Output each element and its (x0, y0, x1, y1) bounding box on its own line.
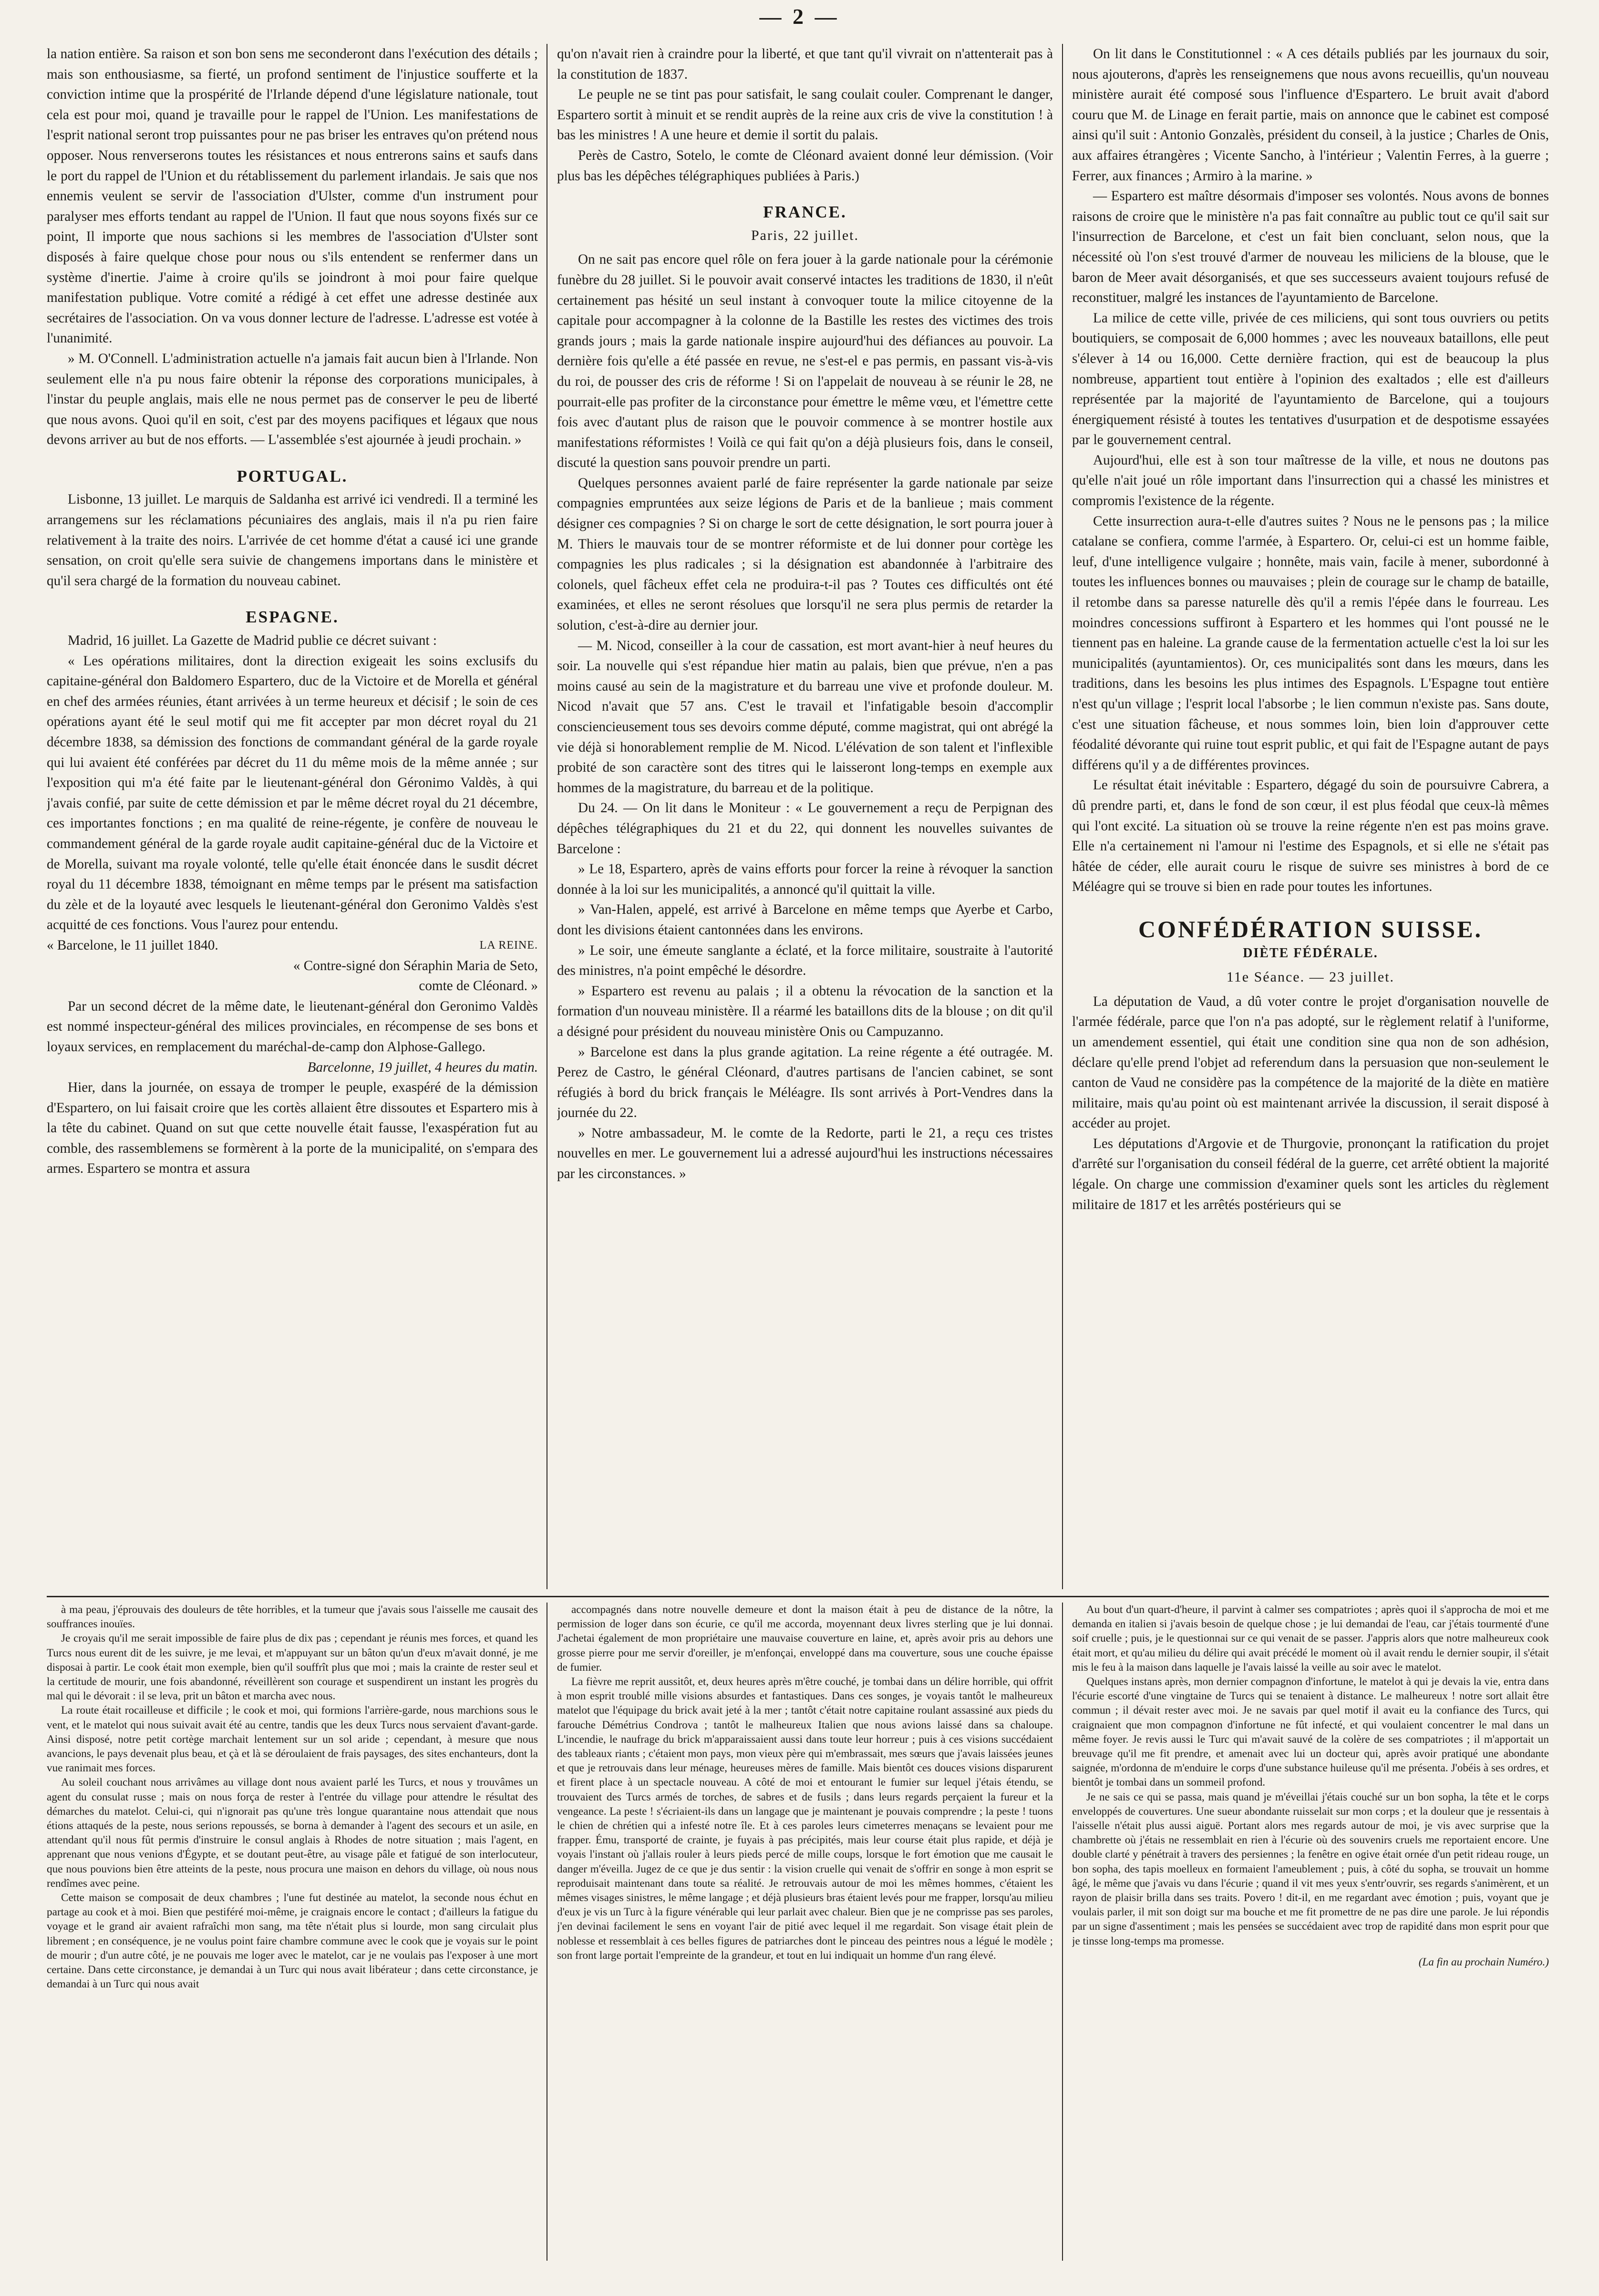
espartero-volontes: — Espartero est maître désormais d'imposer ses volontés. Nous avons de bonnes raisons de croire que le ministère n'a pas fait connaître au public tout ce qu'il sait sur l'insurrection de Barcelone, et c'est un fait bien concluant, selon nous, que la nécessité où l'on s'est trouvé d'armer de nouveau les miliciens de la blouse, que le baron de Meer avait désorganisés, et que ses successeurs avaient toujours refusé de reconstituer, malgré les instances de l'ayuntamiento de Barcelone. (1072, 188, 1549, 306)
column-divider (1062, 44, 1063, 1589)
dispatch-item: » Notre ambassadeur, M. le comte de la Redorte, parti le 21, a reçu ces tristes nouvelles en mer. Le gouvernement lui a adressé aujourd'hui les instructions nécessaires par les circonstances. » (557, 1125, 1053, 1182)
decree-signature (47, 935, 538, 956)
feuilleton-paragraph: à ma peau, j'éprouvais des douleurs de tête horribles, et la tumeur que j'avais sous l'aisselle me causait des souffrances inouïes. (47, 1603, 538, 1631)
section-title-suisse: CONFÉDÉRATION SUISSE. (1138, 915, 1483, 942)
section-title-espagne: ESPAGNE. (246, 608, 339, 627)
france-dateline: Paris, 22 juillet. (751, 227, 859, 243)
countersignature-line-1: « Contre-signé don Séraphin Maria de Seto, (293, 958, 538, 973)
section-title-france: FRANCE. (763, 203, 847, 222)
feuilleton-column-three (1072, 1603, 1549, 2261)
espagne-second-decree: Par un second décret de la même date, le lieutenant-général don Geronimo Valdès est nommé inspecteur-général des milices provinciales, en récompense de ses bons et loyaux services, en remplacement du maréchal-de-camp don Alphose-Gallego. (47, 998, 538, 1055)
vaud-paragraph: La députation de Vaud, a dû voter contre le projet d'organisation nouvelle de l'armée fédérale, parce que l'on n'a pas adopté, sur le règlement relatif à l'uniforme, un amendement essentiel, qui était une condition sine qua non de son adhésion, déclare qu'elle prend l'objet ad referendum dans la persuasion que non-seulement le canton de Vaud ne considère pas la compétence de la majorité de la diète en matière militaire, mais qu'au point où est maintenant arrivée la discussion, il serait disposé à accéder au projet. (1072, 993, 1549, 1131)
resignation-paragraph: Perès de Castro, Sotelo, le comte de Cléonard avaient donné leur démission. (Voir plus bas les dépêches télégraphiques publiées à Paris.) (557, 147, 1053, 184)
feuilleton-paragraph: Je croyais qu'il me serait impossible de faire plus de dix pas ; cependant je réunis mes forces, et quand les Turcs nous eurent dit de les suivre, je me levai, et m'appuyant sur un bâton qu'un d'eux m'avait donné, je me disposai à partir. Le cook était mon exemple, bien qu'il souffrît plus que moi ; mais la crainte de rester seul et la certitude de mourir, une fois abandonné, réveillèrent son courage et suspendirent un instant les progrès du mal qui le dévorait : il se leva, prit un bâton et marcha avec nous. (47, 1632, 538, 1703)
column-one (47, 44, 538, 1589)
constitutionnel-paragraph: On lit dans le Constitutionnel : « A ces détails publiés par les journaux du soir, nous ajouterons, d'après les renseignemens que nous avons recueillis, qu'un nouveau ministère aurait été composé sous l'influence d'Espartero. Le bruit avait d'abord couru que M. de Linage en ferait partie, mais on annonce que le cabinet est composé ainsi qu'il suit : Antonio Gonzalès, président du conseil, à la justice ; Charles de Onis, aux affaires étrangères ; Vicente Sancho, à l'intérieur ; Valentin Ferres, à la guerre ; Ferrer, aux finances ; Armiro à la marine. » (1072, 46, 1549, 184)
diete-title: DIÈTE FÉDÉRALE. (1243, 945, 1378, 961)
feuilleton-paragraph: La fièvre me reprit aussitôt, et, deux heures après m'être couché, je tombai dans un délire horrible, qui offrit à mon esprit troublé mille visions absurdes et fantastiques. Dans ces songes, je voyais tantôt le malheureux matelot que l'équipage du brick avait jeté à la mer ; tantôt c'était notre capitaine roulant assassiné aux pieds du farouche Démétrius Condrova ; tantôt le malheureux Italien que nous avions laissé dans sa chaloupe. L'incendie, le naufrage du brick m'apparaissaient aussi dans toute leur horreur ; puis à ces visions succédaient des tableaux riants ; c'étaient mon pays, mon vieux père qui m'embrassait, mes sœurs que j'avais laissées jeunes et que je retrouvais dans leur ménage, heureuses mères de famille. Mais bientôt ces douces visions disparurent et firent place à un spectacle nouveau. A côté de moi et entourant le fumier sur lequel j'étais étendu, se trouvaient des Turcs armés de torches, de sabres et de fusils ; dans leurs regards perçaient la fureur et la vengeance. La peste ! s'écriaient-ils dans un langage que je maintenant je pouvais comprendre ; la peste ! tuons le chien de chrétien qui a infesté notre île. Et à ces paroles leurs cimeterres menaçans se levaient pour me frapper. Ému, transporté de crainte, je fuyais à pas précipités, mais leur course était plus rapide, et déjà je voyais l'instant où j'allais rouler à leurs pieds percé de mille coups, lorsque le fort émotion que me causait le danger m'éveilla. Jugez de ce que je dus sentir : la vision cruelle qui venait de s'offrir en songe à mon esprit se reproduisait maintenant dans toute sa réalité. Je retrouvais autour de moi les mêmes hommes, c'étaient les mêmes visages sinistres, le même langage ; et déjà plusieurs bras étaient levés pour me frapper, lorsqu'au milieu d'eux je vis un Turc à la figure vénérable qui leur parlait avec chaleur. Bien que je ne comprisse pas ses paroles, j'en devinai facilement le sens en voyant l'air de pitié avec lequel il me regardait. Son visage était plein de noblesse et ressemblait à ces belles figures de patriarches dont le pinceau des peintres nous a légué le modèle ; son front large portait l'empreinte de la grandeur, et tout en lui indiquait un homme d'un rang élevé. (557, 1675, 1053, 1962)
espagne-intro: Madrid, 16 juillet. La Gazette de Madrid publie ce décret suivant : (68, 633, 437, 649)
feuilleton-column-two (557, 1603, 1053, 2261)
dispatch-item: » Espartero est revenu au palais ; il a obtenu la révocation de la sanction et la formation d'un nouveau ministère. Il a réarmé les bataillons dits de la blouse ; on dit qu'il a désigné pour président du nouveau ministère Onis ou Campuzanno. (557, 983, 1053, 1039)
dispatch-item: » Van-Halen, appelé, est arrivé à Barcelone en même temps que Ayerbe et Carbo, dont les divisions étaient cantonnées dans les environs. (557, 902, 1053, 938)
oconnell-paragraph: » M. O'Connell. L'administration actuelle n'a jamais fait aucun bien à l'Irlande. Non seulement elle n'a pu nous faire obtenir la réponse des corporations municipales, à l'instar du peuple anglais, mais elle ne nous permet pas de conserver le peu de liberté que nous avons. Quoi qu'il en soit, c'est par des moyens pacifiques et légaux que nous devons arriver au but de nos efforts. — L'assemblée s'est ajournée à jeudi prochain. » (47, 351, 538, 448)
to-be-continued: (La fin au prochain Numéro.) (1418, 1955, 1549, 1968)
espartero-continuation: qu'on n'avait rien à craindre pour la liberté, et que tant qu'il vivrait on n'attenterait pas à la constitution de 1837. (557, 46, 1053, 82)
page-number: — 2 — (759, 4, 840, 29)
maitresse-paragraph: Aujourd'hui, elle est à son tour maîtresse de la ville, et nous ne doutons pas qu'elle n'ait joué un rôle important dans l'insurrection qui a chassé les ministres et compromis l'existence de la régente. (1072, 452, 1549, 509)
argovie-paragraph: Les députations d'Argovie et de Thurgovie, prononçant la ratification du projet d'arrêté sur l'organisation du conseil fédéral de la guerre, cet arrêté obtient la majorité légale. On charge une commission d'examiner quels sont les articles du règlement militaire de 1817 et les arrêtés postérieurs qui se (1072, 1136, 1549, 1212)
decree-signature-place: « Barcelone, le 11 juillet 1840. (47, 937, 218, 953)
resultat-paragraph: Le résultat était inévitable : Espartero, dégagé du soin de poursuivre Cabrera, a dû prendre parti, et, dans le fond de son cœur, il est plus féodal que ceux-là mêmes qui l'ont excité. La situation où se trouve la reine régente n'en est pas moins grave. Elle n'a certainement ni l'amour ni l'estime des Espagnols, et si elle ne s'était pas hâtée de céder, elle aurait couru le risque de suivre ses ministres à bord de ce Méléagre qui se trouve si bien en rade pour toutes les infortunes. (1072, 777, 1549, 895)
moniteur-intro: Du 24. — On lit dans le Moniteur : « Le gouvernement a reçu de Perpignan des dépêches télégraphiques du 21 et du 22, qui donnent les nouvelles suivantes de Barcelone : (557, 800, 1053, 857)
feuilleton-paragraph: Je ne sais ce qui se passa, mais quand je m'éveillai j'étais couché sur un bon sopha, la tête et le corps enveloppés de couvertures. Une sueur abondante ruisselait sur mon corps ; et la douleur que je ressentais à l'aisselle n'était plus aussi aiguë. Portant alors mes regards autour de moi, je vis avec surprise que la chambrette où j'étais ne ressemblait en rien à l'écurie où des souvenirs cruels me reportaient encore. Une double clarté y pénétrait à travers des persiennes ; la fenêtre en ogive était ornée d'un petit rideau rouge, un bon sopha, des tapis moelleux en formaient l'ameublement ; puis, à côté du sopha, se trouvait un homme âgé, le même que j'avais vu dans l'écurie ; quand il vit mes yeux s'entr'ouvrir, ses regards s'animèrent, et un rayon de plaisir brilla dans ses traits. Povero ! dit-il, en me regardant avec émotion ; puis, voyant que je voulais parler, il mit son doigt sur ma bouche et me fit promettre de ne pas dire une parole. Je lui répondis par un signe d'assentiment ; mais les pensées se succédaient avec trop de rapidité dans mon esprit pour que je tinsse long-temps ma promesse. (1072, 1790, 1549, 1947)
france-nicod: — M. Nicod, conseiller à la cour de cassation, est mort avant-hier à neuf heures du soir. La nouvelle qui s'est répandue hier matin au palais, bien que prévue, n'en a pas moins causé au sein de la magistrature et du barreau une vive et profonde douleur. M. Nicod n'avait que 57 ans. C'est le travail et l'infatigable besoin d'accomplir consciencieusement tous ses devoirs comme député, comme magistrat, qui ont abrégé la vie déjà si honorablement remplie de M. Nicod. L'élévation de son talent et l'inflexible probité de son caractère sont des titres qui le laisseront long-temps en exemple aux hommes de la magistrature, du barreau et de la politique. (557, 638, 1053, 796)
france-compagnies: Quelques personnes avaient parlé de faire représenter la garde nationale par seize compagnies empruntées aux seize légions de Paris et de la banlieue ; mais comment désigner ces compagnies ? Si on charge le sort de cette désignation, le sort pourra jouer à M. Thiers le mauvais tour de se montrer réformiste et de lui donner pour cortège les compagnies les plus radicales ; si la désignation est abandonnée à l'arbitraire des colonels, quel fâcheux effet cela ne produira-t-il pas ? Toutes ces difficultés ont été examinées, et elles ne seront résolues que lorsqu'il ne sera plus permis de retarder la solution, c'est-à-dire au dernier jour. (557, 475, 1053, 633)
feuilleton-paragraph: Quelques instans après, mon dernier compagnon d'infortune, le matelot à qui je devais la vie, entra dans l'écurie escorté d'une vingtaine de Turcs qui se tenaient à distance. Le malheureux ! notre sort allait être commun ; il dévait rester avec moi. Je ne savais par quel motif il avait eu la confiance des Turcs, qui craignaient que mon compagnon d'infortune ne fût infecté, et qui voulaient concentrer le mal dans un même foyer. Je revis aussi le Turc qui m'avait sauvé de la colère de ses compatriotes ; il m'apportait un breuvage qu'il me fit prendre, et amenait avec lui un docteur qui, après avoir pratiqué une abondante saignée, m'ordonna de m'enduire le corps d'une substance huileuse qu'il me présenta. J'obéis à ses ordres, et bientôt je tombai dans un sommeil profond. (1072, 1675, 1549, 1789)
insurrection-paragraph: Cette insurrection aura-t-elle d'autres suites ? Nous ne le pensons pas ; la milice catalane se confiera, comme l'armée, à Espartero. Or, celui-ci est un homme faible, leuf, d'une intelligence vulgaire ; honnête, mais vain, facile à mener, subordonné à toutes les influences bonnes ou mauvaises ; plein de courage sur le champ de bataille, il retombe dans sa paresse naturelle dès qu'il a remis l'épée dans le fourreau. Les moindres concessions suffiront à Espartero et les hommes qui l'ont poussé ne le tiennent pas en haleine. La grande cause de la fermentation actuelle c'est la loi sur les municipalités (ayuntamientos). Or, ces municipalités sont dans les mœurs, dans les traditions, dans les besoins les plus intimes des Espagnols. L'Espagne tout entière n'est qu'un village ; l'esprit local l'absorbe ; le lien commun n'existe pas. Sans doute, c'est une situation fâcheuse, et nous sommes loin, bien loin d'approuver cette féodalité dévorante qui ruine tout esprit public, et qui fait de l'Espagne autant de pays différens qu'il y a de différentes provinces. (1072, 513, 1549, 773)
feuilleton-divider (47, 1596, 1549, 1597)
seance-line: 11e Séance. — 23 juillet. (1226, 969, 1395, 985)
feuilleton-paragraph: La route était rocailleuse et difficile ; le cook et moi, qui formions l'arrière-garde, nous marchions sous le vent, et le matelot qui nous suivait avait été au centre, tandis que les deux Turcs nous servaient d'avant-garde. Ainsi disposé, notre petit cortège marchait lentement sur un sol aride ; cependant, à mesure que nous avancions, le pays devenait plus beau, et çà et là se déroulaient de frais paysages, des sites enchanteurs, dont la vue ranimait mes forces. (47, 1704, 538, 1775)
portugal-paragraph: Lisbonne, 13 juillet. Le marquis de Saldanha est arrivé ici vendredi. Il a terminé les arrangemens sur les réclamations pécuniaires des anglais, mais il n'a pu rien faire relativement à la traite des noirs. L'arrivée de cet homme d'état a causé ici une grande sensation, on croit qu'elle sera suivie de changemens importans dans le ministère et qu'il sera chargé de la formation du nouveau cabinet. (47, 492, 538, 589)
espagne-decree: « Les opérations militaires, dont la direction exigeait les soins exclusifs du capitaine-général don Baldomero Espartero, duc de la Victoire et de Morella et général en chef des armées réunies, étant arrivées à un terme heureux et décisif ; le soin de ces opérations ayant été le seul motif qui me fit accepter par mon décret royal du 21 décembre 1838, sa démission des fonctions de commandant général de la garde royale qui lui avaient été conférées par décret du 11 du même mois de la même année ; sur l'exposition qui m'a été faite par le lieutenant-général don Géronimo Valdès, à qui j'avais confié, par suite de cette démission et par le même décret royal du 21 décembre, ces importantes fonctions ; en ma qualité de reine-régente, je confère de nouveau le commandement général de la garde royale audit capitaine-général duc de la Victoire et de Morella, suivant ma royale volonté, telle qu'elle était énoncée dans le susdit décret royal du 11 décembre 1838, témoignant en même temps par le présent ma satisfaction du zèle et de la loyauté avec lesquels le lieutenant-général don Geronimo Valdès s'est acquitté de ces fonctions. Vous l'aurez pour entendu. (47, 653, 538, 933)
countersignature-line-2: comte de Cléonard. » (419, 978, 538, 994)
france-garde-nationale: On ne sait pas encore quel rôle on fera jouer à la garde nationale pour la cérémonie funèbre du 28 juillet. Si le pouvoir avait conservé intactes les traditions de 1830, il n'eût certainement pas hésité un seul instant à convoquer toute la milice citoyenne de la capitale pour accompagner à la colonne de la Bastille les restes des victimes des trois grands jours ; mais la garde nationale inspire aujourd'hui des défiances au pouvoir. La dernière fois qu'elle a été passée en revue, ne s'est-el e pas permis, en passant vis-à-vis du roi, de pousser des cris de réforme ! Si on l'appelait de nouveau à se réunir le 28, ne pourrait-elle pas profiter de la circonstance pour émettre le même vœu, et l'émettre cette fois avec d'autant plus de raison que le pouvoir commence à se montrer hostile aux manifestations réformistes ! Voilà ce qui fait qu'on a déjà plusieurs fois, dans le conseil, discuté la question sans pouvoir prendre un parti. (557, 252, 1053, 471)
espagne-barcelone-paragraph: Hier, dans la journée, on essaya de tromper le peuple, exaspéré de la démission d'Espartero, on lui faisait croire que les cortès allaient être dissoutes et Espartero mis à la tête du cabinet. Quand on sut que cette nouvelle était fausse, l'exaspération fut au comble, des rassemblemens se formèrent à la porte de la municipalité, on s'empara des armes. Espartero se montra et assura (47, 1080, 538, 1177)
section-title-portugal: PORTUGAL. (237, 466, 348, 486)
dispatch-item: » Barcelone est dans la plus grande agitation. La reine régente a été outragée. M. Perez de Castro, le général Cléonard, d'autres partisans de l'ancien cabinet, se sont réfugiés à bord du brick français le Méléagre. Ils sont arrivés à Port-Vendres dans la journée du 22. (557, 1044, 1053, 1121)
feuilleton-paragraph: Au bout d'un quart-d'heure, il parvint à calmer ses compatriotes ; après quoi il s'approcha de moi et me demanda en italien si j'avais besoin de quelque chose ; je lui demandai de l'eau, car j'étais tourmenté d'une soif cruelle ; puis, je le questionnai sur ce qui venait de se passer. J'appris alors que notre malheureux cook était mort, et qu'au milieu du délire qui avait précédé le moment où il avait rendu le dernier soupir, il s'était mis le feu à la maison dans laquelle je l'avais laissé la veille au soir avec le matelot. (1072, 1603, 1549, 1674)
feuilleton-paragraph: Au soleil couchant nous arrivâmes au village dont nous avaient parlé les Turcs, et nous y trouvâmes un agent du consulat russe ; mais on nous força de rester à l'entrée du village pour attendre le résultat des démarches du matelot. Celui-ci, qui n'ignorait pas qu'une très longue quarantaine nous attendait que nous étions attaqués de la peste, nous serions repoussés, se borna à demander à l'agent des secours et un asile, en attendant qu'il nous fût permis d'instruire le consul anglais à Rhodes de notre situation ; mais l'agent, en apprenant que nous venions d'Égypte, et se doutant peut-être, au visage pâle et fatigué de son interlocuteur, que nous pouvions bien être atteints de la peste, nous procura une maison en dehors du village, où nous nous rendîmes avec peine. (47, 1776, 538, 1890)
ireland-paragraph: la nation entière. Sa raison et son bon sens me seconderont dans l'exécution des détails ; mais son enthousiasme, sa fierté, un profond sentiment de l'injustice soufferte et la conviction intime que la prospérité de l'Irlande dépend d'une législature nationale, tout cela est pour moi, quand je travaille pour le rappel de l'Union. Les manifestations de l'esprit national seront trop puissantes pour ne pas briser les entraves qu'on prétend nous opposer. Nous renverserons toutes les résistances et nous entrerons sains et saufs dans le port du rappel de l'Union et du rétablissement du parlement irlandais. Je sais que nos ennemis veulent se servir de l'association d'Ulster, comme d'un instrument pour paralyser mes efforts tendant au rappel de l'Union. Il faut que nous soyons fixés sur ce point, Il importe que nous sachions si les membres de l'association d'Ulster sont disposés à faire quelque chose pour nous ou s'ils entendent se renfermer dans un système d'inertie. J'aime à croire qu'ils se joindront à moi pour faire quelque manifestation publique. Votre comité a rédigé à cet effet une adresse destinée aux secrétaires de l'association. On va vous donner lecture de l'adresse. L'adresse est votée à l'unanimité. (47, 46, 538, 346)
column-two (557, 44, 1053, 1589)
feuilleton-paragraph: accompagnés dans notre nouvelle demeure et dont la maison était à peu de distance de la nôtre, la permission de loger dans son écurie, ce qu'il me accorda, moyennant deux livres sterling que je lui donnai. J'achetai également de mon propriétaire une mauvaise couverture en laine, et, après avoir pris au dehors une grosse pierre pour me servir d'oreiller, je m'enfonçai, enveloppé dans ma couverture, sous une couche épaisse de fumier. (557, 1603, 1053, 1674)
feuilleton-column-divider (1062, 1603, 1063, 2261)
dispatch-item: » Le 18, Espartero, après de vains efforts pour forcer la reine à révoquer la sanction donnée à la loi sur les municipalités, a annoncé qu'il quittait la ville. (557, 861, 1053, 897)
decree-signature-queen: LA REINE. (479, 939, 538, 951)
dispatch-item: » Le soir, une émeute sanglante a éclaté, et la force militaire, soustraite à l'autorité des ministres, n'a point empêché le désordre. (557, 942, 1053, 979)
milice-paragraph: La milice de cette ville, privée de ces miliciens, qui sont tous ouvriers ou petits boutiquiers, se composait de 6,000 hommes ; avec les nouveaux bataillons, elle peut s'élever à 14 ou 16,000. Cette dernière fraction, qui est de beaucoup la plus nombreuse, appartient tout entière à l'opinion des exaltados ; elle est d'ailleurs représentée par la majorité de l'ayuntamiento de Barcelone, qui a toujours énergiquement résisté à toutes les tentatives d'usurpation et de despotisme essayées par le gouvernement central. (1072, 310, 1549, 448)
feuilleton-column-one (47, 1603, 538, 2261)
feuilleton-paragraph: Cette maison se composait de deux chambres ; l'une fut destinée au matelot, la seconde nous échut en partage au cook et à moi. Bien que pestiféré moi-même, je craignais encore le contact ; d'ailleurs la fatigue du voyage et le grand air avaient rafraîchi mon sang, ma tête n'était plus si lourde, mon sang circulait plus librement ; en conséquence, je ne voulus point faire chambre commune avec le cook que je voyais sur le point de mourir ; d'un autre côté, je ne pouvais me loger avec le matelot, car je ne voulais pas l'exposer à une mort certaine. Dans cette circonstance, je demandai à un Turc qui nous avait libérateur ; dans cette circonstance, je demandai à un Turc qui nous avait (47, 1892, 538, 1991)
barcelone-dateline: Barcelonne, 19 juillet, 4 heures du matin. (307, 1059, 538, 1075)
column-three (1072, 44, 1549, 1589)
espartero-paragraph: Le peuple ne se tint pas pour satisfait, le sang coulait couler. Comprenant le danger, Espartero sortit à minuit et se rendit auprès de la reine aux cris de vive la constitution ! à bas les ministres ! A une heure et demie il sortit du palais. (557, 87, 1053, 143)
